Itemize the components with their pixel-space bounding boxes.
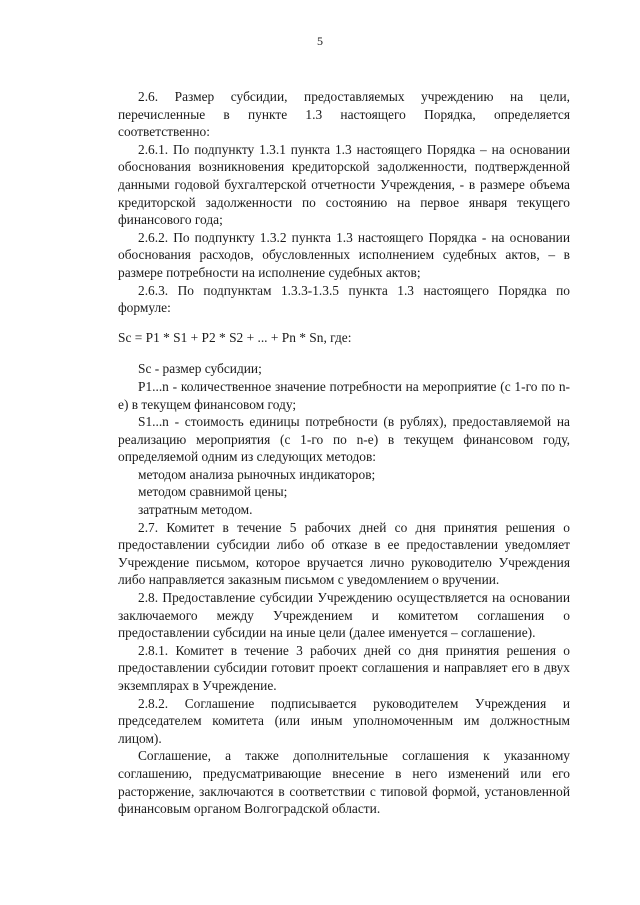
document-body [118, 88, 570, 818]
definition-s: S1...n - стоимость единицы потребности (в рублях), предоставляемой на реализацию мероприятия (с 1-го по n-е) в текущем финансовом году, определяемой одним из следующих методов: [118, 414, 570, 465]
subsidy-formula: Sc = P1 * S1 + P2 * S2 + ... + Pn * Sn, где: [118, 329, 352, 345]
definition-sc: Sc - размер субсидии; [138, 361, 262, 377]
paragraph-2-6-1: 2.6.1. По подпункту 1.3.1 пункта 1.3 настоящего Порядка – на основании обоснования возникновения кредиторской задолженности, подтвержденной данными годовой бухгалтерской отчетности Учреждения, - в размере объема кредиторской задолженности по состоянию на первое января текущего финансового года; [118, 141, 570, 228]
definition-p: P1...n - количественное значение потребности на мероприятие (с 1-го по n-е) в текущем финансовом году; [118, 378, 570, 412]
method-item: затратным методом. [138, 502, 253, 518]
paragraph-2-8-1: 2.8.1. Комитет в течение 3 рабочих дней со дня принятия решения о предоставлении субсидии готовит проект соглашения и направляет его в двух экземплярах в Учреждение. [118, 642, 570, 693]
method-item: методом сравнимой цены; [138, 484, 288, 500]
paragraph-2-8-2: 2.8.2. Соглашение подписывается руководителем Учреждения и председателем комитета (или иным уполномоченным им должностным лицом). [118, 695, 570, 746]
page-number: 5 [317, 34, 323, 48]
paragraph-2-7: 2.7. Комитет в течение 5 рабочих дней со дня принятия решения о предоставлении субсидии либо об отказе в ее предоставлении уведомляет Учреждение письмом, которое вручается лично руководителю Учреждения либо направляется заказным письмом с уведомлением о вручении. [118, 519, 570, 588]
paragraph-2-6: 2.6. Размер субсидии, предоставляемых учреждению на цели, перечисленные в пункте 1.3 настоящего Порядка, определяется соответственно: [118, 89, 570, 140]
method-item: методом анализа рыночных индикаторов; [138, 466, 376, 482]
paragraph-final-agreement: Соглашение, а также дополнительные соглашения к указанному соглашению, предусматривающие внесение в него изменений или его расторжение, заключаются в соответствии с типовой формой, установленной финансовым органом Волгоградской области. [118, 748, 570, 817]
paragraph-2-6-3: 2.6.3. По подпунктам 1.3.3-1.3.5 пункта 1.3 настоящего Порядка по формуле: [118, 282, 570, 316]
paragraph-2-8: 2.8. Предоставление субсидии Учреждению осуществляется на основании заключаемого между Учреждением и комитетом соглашения о предоставлении субсидии на иные цели (далее именуется – соглашение). [118, 590, 570, 641]
paragraph-2-6-2: 2.6.2. По подпункту 1.3.2 пункта 1.3 настоящего Порядка - на основании обоснования расходов, обусловленных исполнением судебных актов, – в размере потребности на исполнение судебных актов; [118, 229, 570, 280]
